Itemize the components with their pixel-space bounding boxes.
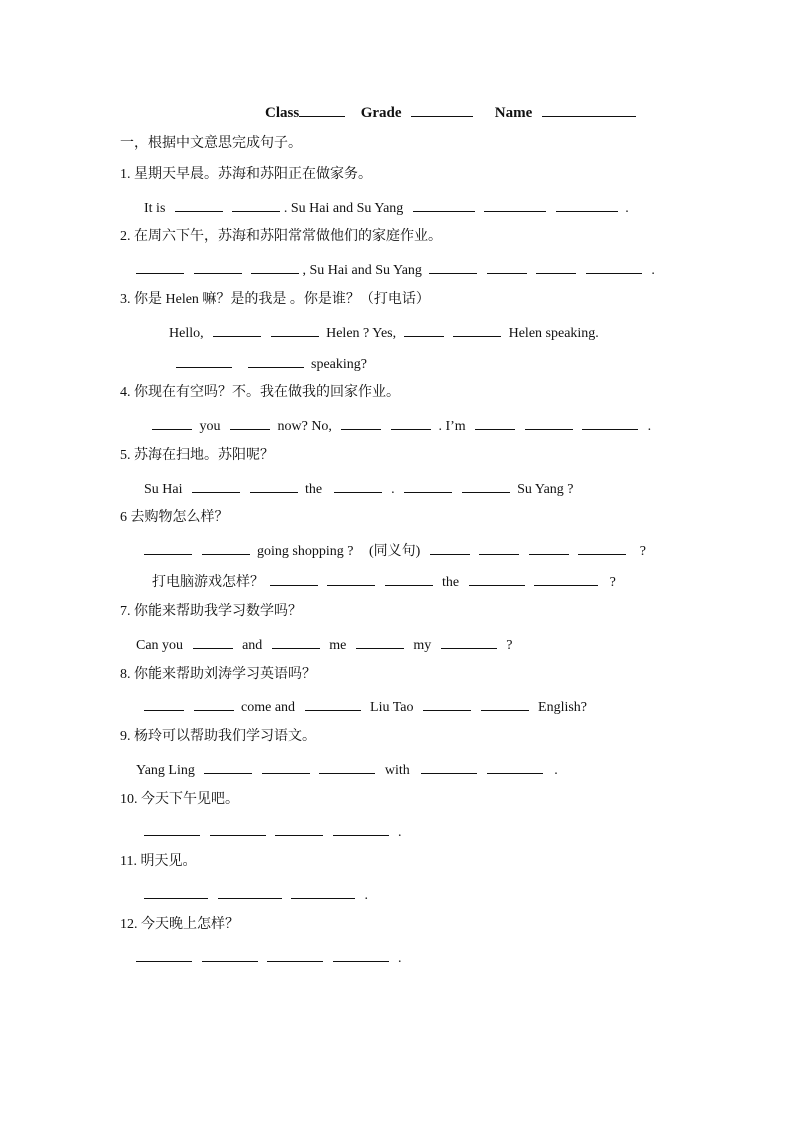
answer-blank[interactable]	[250, 478, 298, 493]
q9-text-end: .	[554, 763, 558, 778]
answer-blank[interactable]	[144, 696, 184, 711]
q5-text-c: .	[391, 482, 395, 497]
question-3-prompt: 3. 你是 Helen 嘛？是的我是 。你是谁？（打电话）	[120, 292, 430, 307]
q5-text-b: the	[305, 482, 323, 497]
question-5-answer	[144, 478, 574, 498]
question-4-answer	[152, 415, 651, 435]
question-7-prompt: 7. 你能来帮助我学习数学吗？	[120, 604, 302, 619]
answer-blank[interactable]	[529, 540, 569, 555]
answer-blank[interactable]	[319, 759, 375, 774]
question-8-answer	[144, 696, 587, 716]
answer-blank[interactable]	[404, 322, 444, 337]
answer-blank[interactable]	[202, 540, 250, 555]
answer-blank[interactable]	[202, 947, 258, 962]
answer-blank[interactable]	[484, 197, 546, 212]
question-1-prompt: 1. 星期天早晨。苏海和苏阳正在做家务。	[120, 167, 372, 182]
question-6-prompt: 6 去购物怎么样？	[120, 510, 229, 525]
q11-text-end: .	[364, 888, 368, 903]
class-blank[interactable]	[299, 102, 345, 117]
q6-text-d: 打电脑游戏怎样？	[152, 575, 264, 590]
question-1-answer	[144, 197, 629, 217]
question-9-prompt: 9. 杨玲可以帮助我们学习语文。	[120, 729, 316, 744]
question-6-answer-line2	[152, 571, 616, 591]
q8-text-b: Liu Tao	[370, 700, 414, 715]
answer-blank[interactable]	[487, 259, 527, 274]
answer-blank[interactable]	[453, 322, 501, 337]
answer-blank[interactable]	[144, 540, 192, 555]
answer-blank[interactable]	[136, 259, 184, 274]
question-11-prompt: 11. 明天见。	[120, 854, 197, 869]
q9-text-b: with	[384, 763, 410, 778]
answer-blank[interactable]	[193, 634, 233, 649]
answer-blank[interactable]	[230, 415, 270, 430]
q3-text-b: Helen ? Yes,	[326, 326, 397, 341]
q5-text-a: Su Hai	[144, 482, 183, 497]
answer-blank[interactable]	[192, 478, 240, 493]
answer-blank[interactable]	[144, 884, 208, 899]
question-12-answer	[136, 947, 402, 967]
question-9-answer	[136, 759, 558, 779]
q6-text-b: (同义句)	[368, 544, 421, 559]
answer-blank[interactable]	[267, 947, 323, 962]
q3-text-c: Helen speaking.	[508, 326, 599, 341]
question-8-prompt: 8. 你能来帮助刘涛学习英语吗？	[120, 667, 316, 682]
q3-text-d: speaking?	[311, 357, 367, 372]
question-10-prompt: 10. 今天下午见吧。	[120, 792, 239, 807]
answer-blank[interactable]	[272, 634, 320, 649]
answer-blank[interactable]	[534, 571, 598, 586]
answer-blank[interactable]	[481, 696, 529, 711]
answer-blank[interactable]	[251, 259, 299, 274]
answer-blank[interactable]	[469, 571, 525, 586]
name-label: Name	[494, 105, 533, 121]
answer-blank[interactable]	[305, 696, 361, 711]
question-7-answer	[136, 634, 513, 654]
answer-blank[interactable]	[487, 759, 543, 774]
question-10-answer	[144, 821, 402, 841]
answer-blank[interactable]	[291, 884, 355, 899]
question-3-answer-line2	[176, 353, 367, 373]
answer-blank[interactable]	[232, 197, 280, 212]
q1-text-b: . Su Hai and Su Yang	[283, 201, 404, 216]
q1-text-end: .	[625, 201, 629, 216]
question-12-prompt: 12. 今天晚上怎样？	[120, 917, 239, 932]
answer-blank[interactable]	[441, 634, 497, 649]
question-2-answer	[136, 259, 655, 279]
question-11-answer	[144, 884, 368, 904]
answer-blank[interactable]	[429, 259, 477, 274]
answer-blank[interactable]	[218, 884, 282, 899]
answer-blank[interactable]	[475, 415, 515, 430]
answer-blank[interactable]	[248, 353, 304, 368]
q3-text-a: Hello,	[169, 326, 204, 341]
answer-blank[interactable]	[582, 415, 638, 430]
grade-label: Grade	[360, 105, 402, 121]
q4-text-b: now? No,	[277, 419, 332, 434]
answer-blank[interactable]	[423, 696, 471, 711]
answer-blank[interactable]	[275, 821, 323, 836]
question-3-answer-line1	[169, 322, 599, 342]
answer-blank[interactable]	[204, 759, 252, 774]
q8-text-c: English?	[538, 700, 588, 715]
answer-blank[interactable]	[556, 197, 618, 212]
answer-blank[interactable]	[152, 415, 192, 430]
answer-blank[interactable]	[385, 571, 433, 586]
answer-blank[interactable]	[586, 259, 642, 274]
answer-blank[interactable]	[421, 759, 477, 774]
q4-text-end: .	[647, 419, 652, 434]
q10-text-end: .	[398, 825, 402, 840]
grade-blank[interactable]	[411, 102, 473, 117]
answer-blank[interactable]	[194, 259, 242, 274]
q12-text-end: .	[398, 951, 402, 966]
q9-text-a: Yang Ling	[136, 763, 195, 778]
answer-blank[interactable]	[536, 259, 576, 274]
q7-text-e: ?	[506, 638, 513, 653]
q2-text-a: , Su Hai and Su Yang	[302, 263, 422, 278]
answer-blank[interactable]	[210, 821, 266, 836]
answer-blank[interactable]	[479, 540, 519, 555]
answer-blank[interactable]	[404, 478, 452, 493]
answer-blank[interactable]	[262, 759, 310, 774]
answer-blank[interactable]	[213, 322, 261, 337]
q5-text-d: Su Yang ?	[517, 482, 574, 497]
answer-blank[interactable]	[333, 821, 389, 836]
q2-text-end: .	[651, 263, 655, 278]
q4-text-a: you	[199, 419, 221, 434]
q7-text-c: me	[329, 638, 347, 653]
answer-blank[interactable]	[333, 947, 389, 962]
question-5-prompt: 5. 苏海在扫地。苏阳呢？	[120, 448, 274, 463]
answer-blank[interactable]	[194, 696, 234, 711]
name-blank[interactable]	[542, 102, 636, 117]
q7-text-b: and	[242, 638, 263, 653]
q6-text-e: the	[442, 575, 460, 590]
answer-blank[interactable]	[270, 571, 318, 586]
answer-blank[interactable]	[525, 415, 573, 430]
q7-text-a: Can you	[136, 638, 184, 653]
q1-text-a: It is	[144, 201, 166, 216]
answer-blank[interactable]	[356, 634, 404, 649]
answer-blank[interactable]	[176, 353, 232, 368]
answer-blank[interactable]	[578, 540, 626, 555]
answer-blank[interactable]	[430, 540, 470, 555]
answer-blank[interactable]	[334, 478, 382, 493]
question-6-answer-line1	[144, 540, 646, 560]
answer-blank[interactable]	[271, 322, 319, 337]
section-title: 一，根据中文意思完成句子。	[120, 136, 302, 151]
q6-text-a: going shopping ?	[257, 544, 354, 559]
class-label: Class	[265, 105, 300, 121]
answer-blank[interactable]	[341, 415, 381, 430]
question-4-prompt: 4. 你现在有空吗？不。我在做我的回家作业。	[120, 385, 400, 400]
question-2-prompt: 2. 在周六下午，苏海和苏阳常常做他们的家庭作业。	[120, 229, 442, 244]
answer-blank[interactable]	[413, 197, 475, 212]
answer-blank[interactable]	[462, 478, 510, 493]
header-row	[265, 102, 636, 122]
q7-text-d: my	[413, 638, 432, 653]
q6-text-c: ?	[639, 544, 646, 559]
q6-text-f: ?	[609, 575, 616, 590]
q8-text-a: come and	[241, 700, 296, 715]
answer-blank[interactable]	[136, 947, 192, 962]
answer-blank[interactable]	[327, 571, 375, 586]
answer-blank[interactable]	[175, 197, 223, 212]
q4-text-c: . I’m	[438, 419, 466, 434]
answer-blank[interactable]	[391, 415, 431, 430]
answer-blank[interactable]	[144, 821, 200, 836]
